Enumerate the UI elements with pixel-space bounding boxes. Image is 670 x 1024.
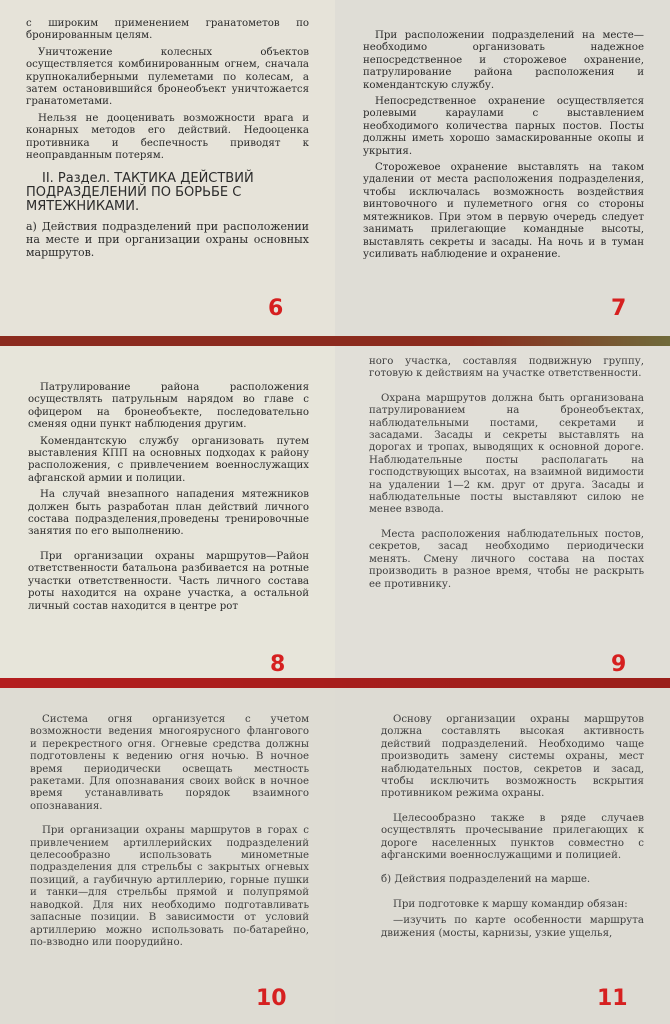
page-number: 7 — [611, 296, 627, 321]
separator-top — [0, 336, 670, 346]
page-number: 10 — [256, 986, 287, 1011]
paragraph: При организации охраны маршрутов в горах с привлечением артиллерийских подразделений целесообразно использовать минометные подразделения для стрельбы с закрытых огневых позиций, а гаубичную артиллерию, горные пушки и танки—для стрельбы прямой и полупрямой наводкой. Для них необходимо подготавливать запасные позиции. В зависимости от условий артиллерию можно использовать по-батарейно, по-взводно или поорудийно. — [30, 825, 309, 948]
page-9 — [335, 346, 670, 678]
paragraph: с широким применением гранатометов по бронированным целям. — [26, 18, 309, 42]
paragraph: Нельзя не дооценивать возможности врага и конарных методов его действий. Недооценка противника и беспечность приводят к неоправданным потерям. — [26, 112, 309, 162]
page-11 — [335, 688, 670, 1024]
section-subheading: б) Действия подразделений на марше. — [381, 874, 591, 886]
paragraph: При организации охраны маршрутов—Район ответственности батальона разбивается на ротные участки ответственности. Часть личного состава роты находится на охране участка, а остальной личный состав находится в центре рот — [28, 550, 309, 612]
paragraph: Патрулирование района расположения осуществлять патрульным нарядом во главе с офицером на бронеобъекте, последовательно сменяя одни пункт наблюдения другим. — [28, 382, 309, 431]
page-number: 11 — [597, 986, 628, 1011]
section-heading: II. Раздел. ТАКТИКА ДЕЙСТВИЙ ПОДРАЗДЕЛЕНИЙ ПО БОРЬБЕ С МЯТЕЖНИКАМИ. — [26, 171, 254, 215]
paragraph: Система огня организуется с учетом возможности ведения многоярусного флангового и перекрестного огня. Огневые средства должны подготовлены к ведению огня ночью. В ночное время периодически освещать местность ракетами. Для опознавания своих войск в ночное время устанавливать порядок взаимного опознавания. — [30, 714, 309, 812]
paragraph: Охрана маршрутов должна быть организована патрулированием на бронеобъектах, наблюдательными постами, секретами и засадами. Засады и секреты выставлять на дорогах и тропах, выводящих к основной дороге. Наблюдательные посты располагать на господствующих высотах, на взаимной видимости на удалении 1—2 км. друг от друга. Засады и наблюдательные посты выставляют силою не менее взвода. — [369, 392, 644, 516]
page-7 — [335, 0, 670, 336]
page-8 — [0, 346, 335, 678]
page-number: 6 — [268, 296, 284, 321]
paragraph: При подготовке к маршу командир обязан: — [393, 898, 628, 910]
page-number: 8 — [270, 652, 286, 677]
paragraph: ного участка, составляя подвижную группу, готовую к действиям на участке ответственности. — [369, 356, 644, 380]
paragraph: Уничтожение колесных объектов осуществляется комбинированным огнем, сначала крупнокалиберными пулеметами по колесам, а затем остановившийся бронеобъект уничтожается гранатометами. — [26, 46, 309, 108]
section-subheading: а) Действия подразделений при расположении на месте и при организации охраны основных маршрутов. — [26, 220, 309, 260]
separator-bottom — [0, 678, 670, 688]
paragraph: Целесообразно также в ряде случаев осуществлять прочесывание прилегающих к дороге населенных пунктов совместно с афганскими военнослужащими и полицией. — [381, 812, 644, 862]
paragraph: Сторожевое охранение выставлять на таком удалении от места расположения подразделения, чтобы исключалась возможность воздействия винтовочного и пулеметного огня со стороны мятежников. При этом в первую очередь следует занимать прилегающие командные высоты, выставлять секреты и засады. На ночь и в туман усиливать наблюдение и охранение. — [363, 162, 644, 260]
page-10 — [0, 688, 335, 1024]
paragraph: Места расположения наблюдательных постов, секретов, засад необходимо периодически менять. Смену личного состава на постах производить в разное время, чтобы не раскрыть ее противнику. — [369, 528, 644, 590]
paragraph: Основу организации охраны маршрутов должна составлять высокая активность действий подразделений. Необходимо чаще производить замену системы охраны, мест наблюдательных постов, секретов и засад, чтобы исключить возможность вскрытия противником режима охраны. — [381, 714, 644, 800]
paragraph: На случай внезапного нападения мятежников должен быть разработан план действий личного состава подразделения,проведены тренировочные занятия по его выполнению. — [28, 489, 309, 538]
page-number: 9 — [611, 652, 627, 677]
paragraph: Комендантскую службу организовать путем выставления КПП на основных подходах к району расположения, с привлечением военнослужащих афганской армии и полиции. — [28, 435, 309, 484]
paragraph: —изучить по карте особенности маршрута движения (мосты, карнизы, узкие ущелья, — [381, 915, 644, 939]
page-6 — [0, 0, 335, 336]
paragraph: При расположении подразделений на месте—необходимо организовать надежное непосредственное и сторожевое охранение, патрулирование района расположения и комендантскую службу. — [363, 30, 644, 91]
paragraph: Непосредственное охранение осуществляется ролевыми караулами с выставлением необходимого количества парных постов. Посты должны иметь хорошо замаскированные окопы и укрытия. — [363, 96, 644, 157]
